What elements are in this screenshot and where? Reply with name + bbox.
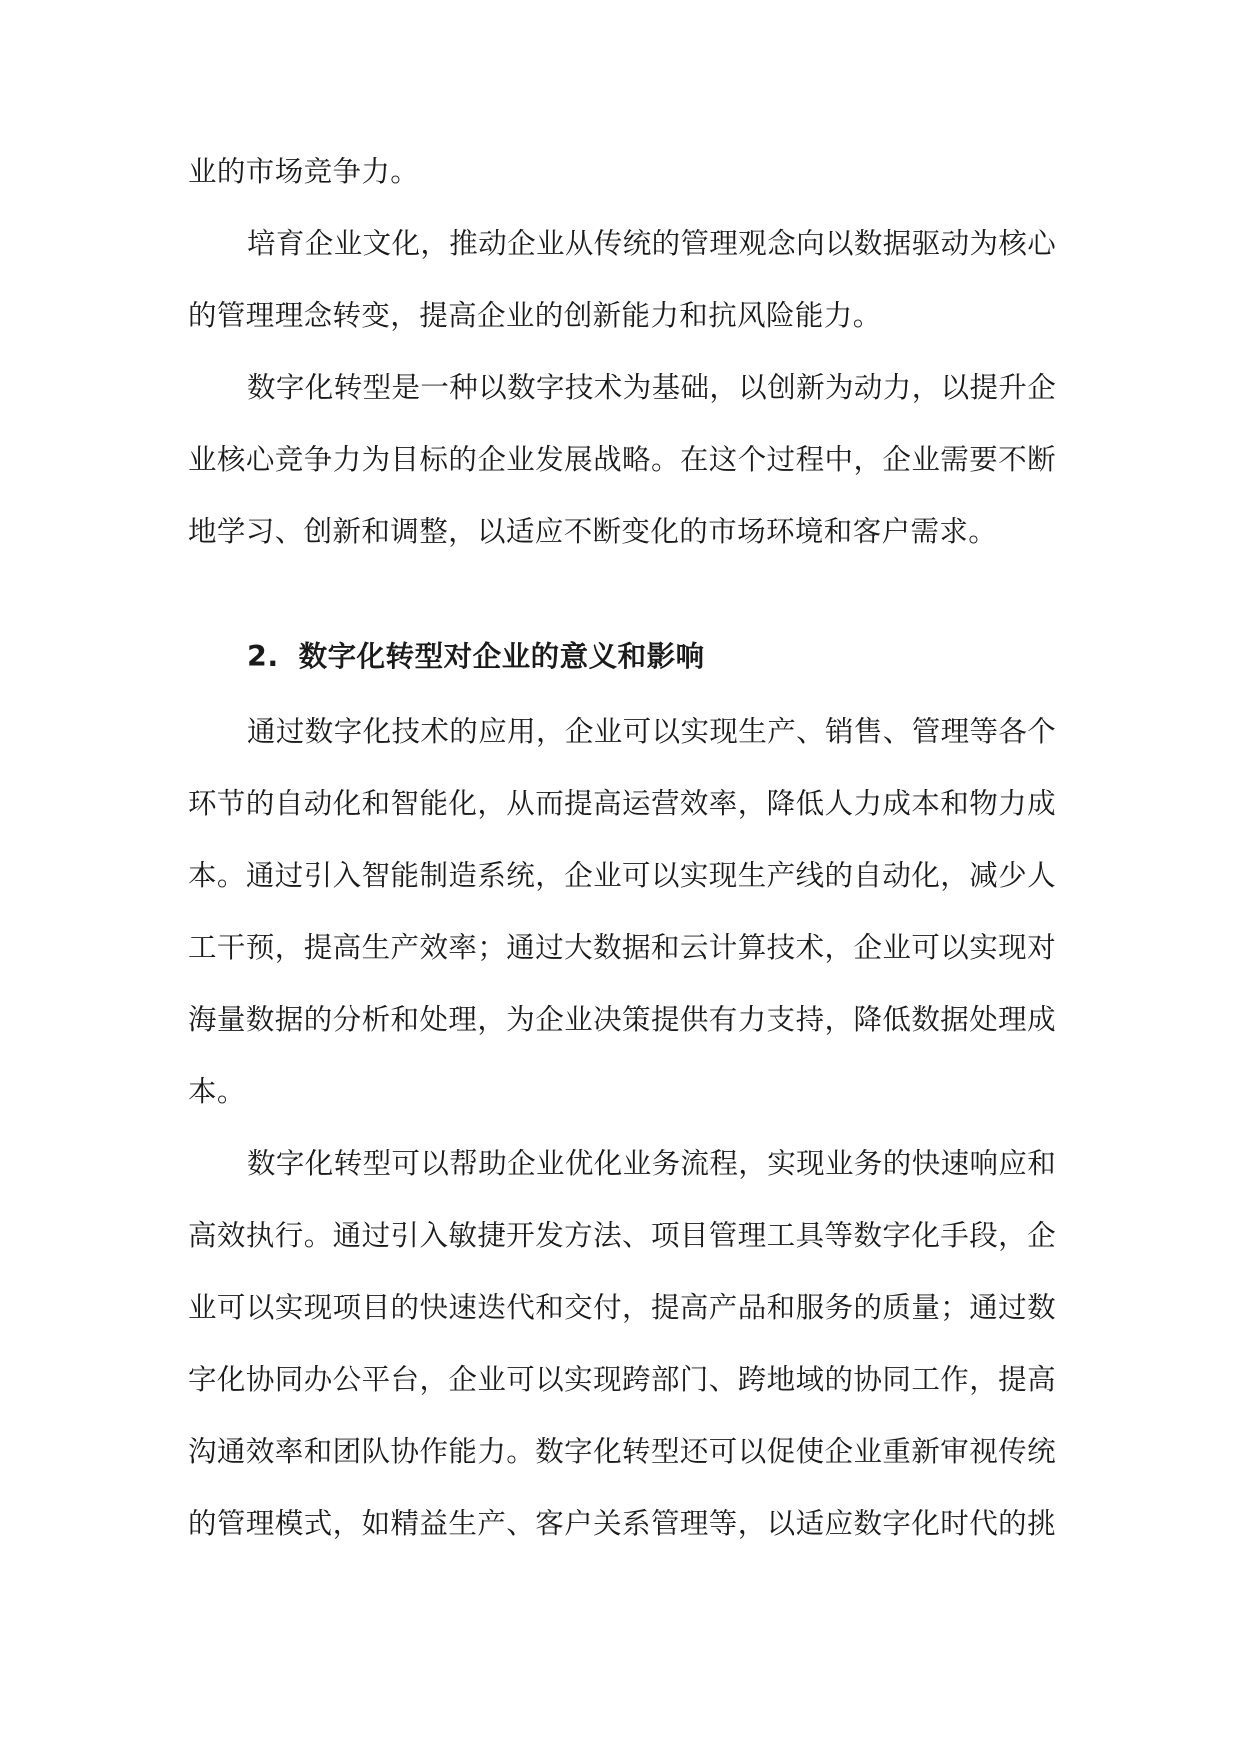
section-heading <box>247 637 705 677</box>
paragraph-line: 培育企业文化，推动企业从传统的管理观念向以数据驱动为核心 <box>247 227 1057 260</box>
paragraph-line: 海量数据的分析和处理，为企业决策提供有力支持，降低数据处理成 <box>188 1003 1056 1036</box>
paragraph-line: 业的市场竞争力。 <box>188 155 420 188</box>
paragraph-line: 业可以实现项目的快速迭代和交付，提高产品和服务的质量；通过数 <box>188 1291 1056 1324</box>
paragraph-line: 本。 <box>188 1075 246 1108</box>
paragraph-line: 高效执行。通过引入敏捷开发方法、项目管理工具等数字化手段，企 <box>188 1219 1056 1252</box>
paragraph-line: 业核心竞争力为目标的企业发展战略。在这个过程中，企业需要不断 <box>188 443 1056 476</box>
paragraph-line: 环节的自动化和智能化，从而提高运营效率，降低人力成本和物力成 <box>188 787 1056 820</box>
paragraph-line: 的管理理念转变，提高企业的创新能力和抗风险能力。 <box>188 299 882 332</box>
paragraph-line: 的管理模式，如精益生产、客户关系管理等，以适应数字化时代的挑 <box>188 1507 1056 1540</box>
paragraph-line: 本。通过引入智能制造系统，企业可以实现生产线的自动化，减少人 <box>188 859 1056 892</box>
paragraph-line: 通过数字化技术的应用，企业可以实现生产、销售、管理等各个 <box>247 715 1057 748</box>
paragraph-line: 数字化转型是一种以数字技术为基础，以创新为动力，以提升企 <box>247 371 1057 404</box>
paragraph-line: 工干预，提高生产效率；通过大数据和云计算技术，企业可以实现对 <box>188 931 1056 964</box>
paragraph-line: 数字化转型可以帮助企业优化业务流程，实现业务的快速响应和 <box>247 1147 1057 1180</box>
section-title: 数字化转型对企业的意义和影响 <box>298 640 705 673</box>
section-number: 2. <box>247 640 279 673</box>
paragraph-line: 地学习、创新和调整，以适应不断变化的市场环境和客户需求。 <box>188 515 998 548</box>
paragraph-line: 字化协同办公平台，企业可以实现跨部门、跨地域的协同工作，提高 <box>188 1363 1056 1396</box>
paragraph-line: 沟通效率和团队协作能力。数字化转型还可以促使企业重新审视传统 <box>188 1435 1056 1468</box>
